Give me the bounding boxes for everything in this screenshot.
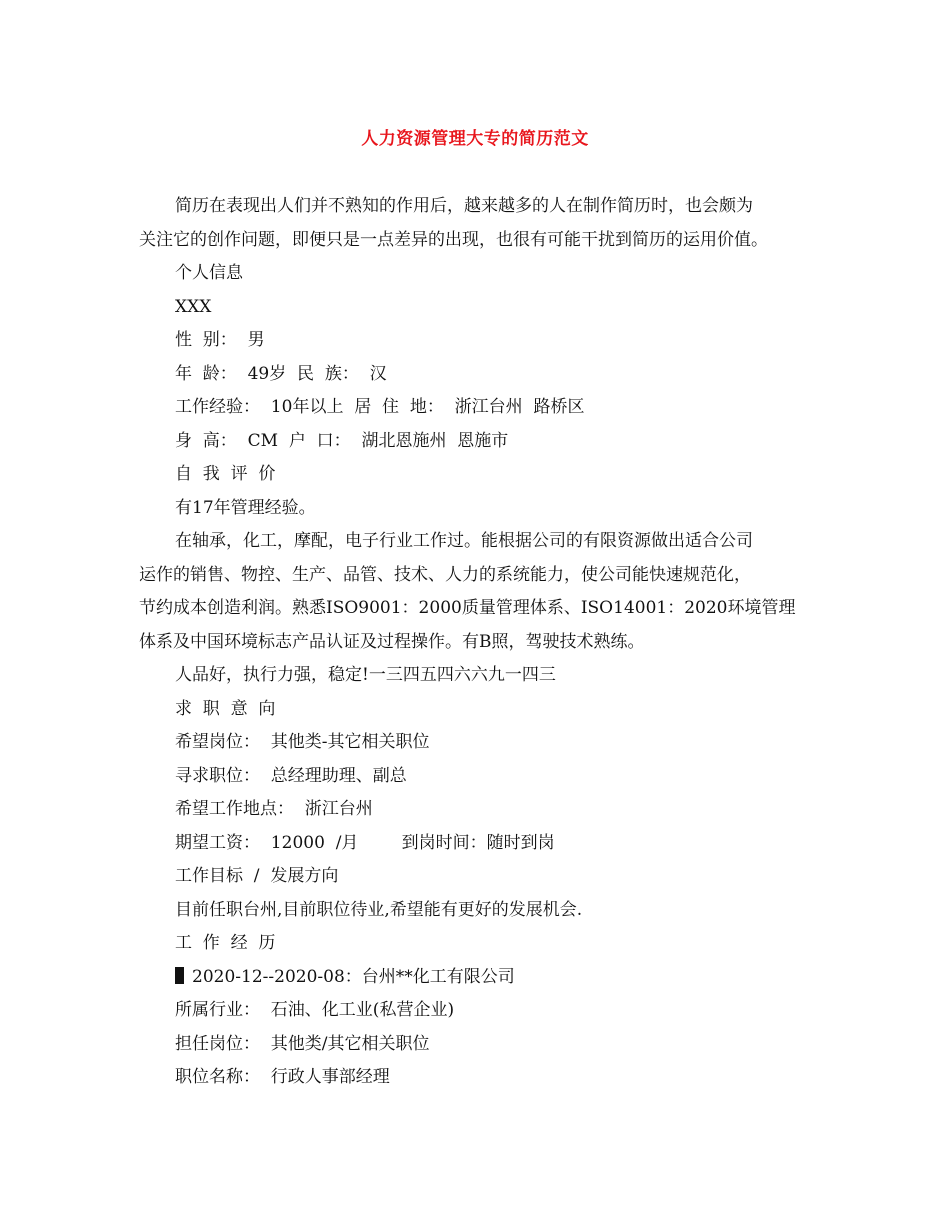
job-period-row — [139, 961, 819, 995]
name-value: XXX — [175, 296, 212, 317]
self-evaluation-2-line-2: 运作的销售、物控、生产、品管、技术、人力的系统能力，使公司能快速规范化， — [139, 564, 751, 585]
experience-residence-row: 工作经验： 10年以上 居 住 地： 浙江台州 路桥区 — [175, 397, 585, 417]
self-evaluation-2-line-1: 在轴承，化工，摩配，电子行业工作过。能根据公司的有限资源做出适合公司 — [175, 531, 753, 551]
document-title: 人力资源管理大专的简历范文 — [361, 129, 589, 149]
document-body — [139, 190, 819, 1095]
job-period-text: 2020-12--2020-08：台州**化工有限公司 — [192, 966, 515, 987]
job-title-row: 职位名称： 行政人事部经理 — [175, 1067, 390, 1087]
self-evaluation-heading: 自 我 评 价 — [175, 464, 276, 484]
intro-line-1: 简历在表现出人们并不熟知的作用后，越来越多的人在制作简历时，也会颇为 — [175, 196, 753, 216]
self-evaluation-3: 人品好，执行力强，稳定!一三四五四六六九一四三 — [175, 665, 556, 685]
salary-availability-row: 期望工资： 12000 /月 到岗时间：随时到岗 — [175, 832, 555, 853]
bullet-square-icon — [175, 967, 184, 984]
self-evaluation-2-line-4: 体系及中国环境标志产品认证及过程操作。有B照，驾驶技术熟练。 — [139, 631, 645, 652]
self-evaluation-1: 有17年管理经验。 — [175, 497, 316, 518]
seeking-position-row: 寻求职位： 总经理助理、副总 — [175, 765, 407, 786]
height-hukou-row: 身 高： CM 户 口： 湖北恩施州 恩施市 — [175, 430, 509, 451]
desired-position-row: 希望岗位： 其他类-其它相关职位 — [175, 732, 430, 752]
work-history-heading: 工 作 经 历 — [175, 933, 276, 953]
gender-row: 性 别： 男 — [175, 330, 265, 350]
personal-info-heading: 个人信息 — [175, 263, 243, 283]
job-industry-row: 所属行业： 石油、化工业(私营企业) — [175, 1000, 455, 1020]
intro-line-2: 关注它的创作问题，即便只是一点差异的出现，也很有可能干扰到简历的运用价值。 — [139, 229, 768, 250]
work-goal-heading: 工作目标 / 发展方向 — [175, 866, 339, 886]
work-goal-text: 目前任职台州,目前职位待业,希望能有更好的发展机会. — [175, 899, 583, 920]
self-evaluation-2-line-3: 节约成本创造利润。熟悉ISO9001：2000质量管理体系、ISO14001：2020环境管理 — [139, 598, 796, 618]
job-role-row: 担任岗位： 其他类/其它相关职位 — [175, 1033, 430, 1054]
desired-location-row: 希望工作地点： 浙江台州 — [175, 799, 373, 819]
age-ethnicity-row: 年 龄： 49岁 民 族： 汉 — [175, 363, 387, 384]
job-intent-heading: 求 职 意 向 — [175, 698, 276, 719]
